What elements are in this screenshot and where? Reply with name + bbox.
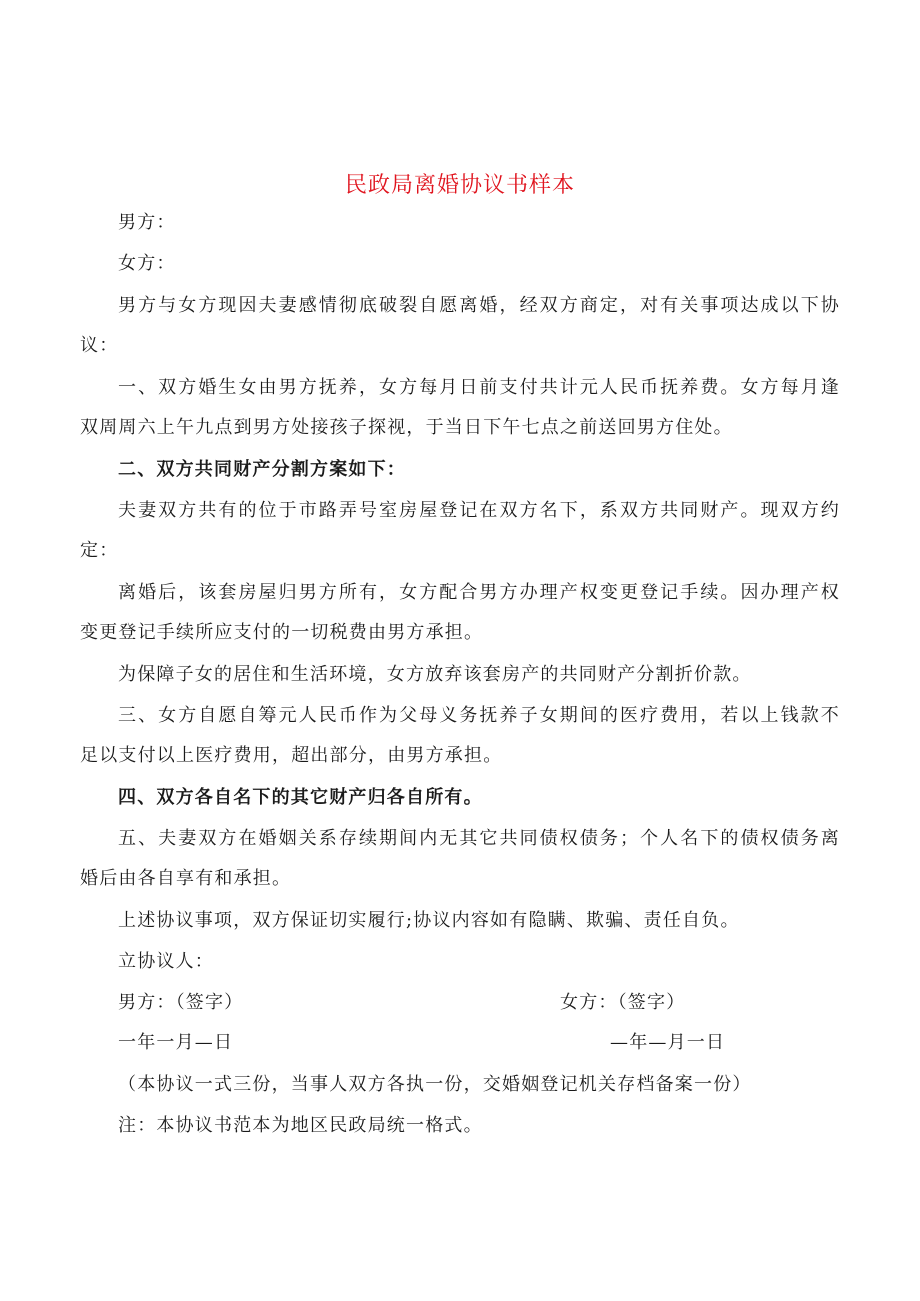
guarantee-statement: 上述协议事项，双方保证切实履行;协议内容如有隐瞒、欺骗、责任自负。 — [118, 910, 740, 931]
signatories-label: 立协议人： — [118, 951, 214, 972]
clause-3-line-2: 足以支付以上医疗费用，超出部分，由男方承担。 — [80, 745, 503, 766]
male-signature-label: 男方：（签字） — [118, 992, 244, 1013]
clause-5-line-2: 婚后由各自享有和承担。 — [80, 868, 292, 889]
clause-2-p3: 为保障子女的居住和生活环境，女方放弃该套房产的共同财产分割折价款。 — [118, 664, 752, 685]
clause-1-line-1: 一、双方婚生女由男方抚养，女方每月日前支付共计元人民币抚养费。女方每月逢 — [118, 377, 840, 398]
male-party-label: 男方： — [118, 212, 176, 233]
clause-5-line-1: 五、夫妻双方在婚姻关系存续期间内无其它共同债权债务；个人名下的债权债务离 — [118, 828, 840, 849]
female-signature-label: 女方：（签字） — [560, 992, 686, 1013]
clause-2-p2-line-1: 离婚后，该套房屋归男方所有，女方配合男方办理产权变更登记手续。因办理产权 — [118, 582, 840, 603]
footnote: 注：本协议书范本为地区民政局统一格式。 — [118, 1115, 483, 1136]
intro-line-2: 议： — [80, 335, 119, 356]
female-party-label: 女方： — [118, 253, 176, 274]
clause-2-p2-line-2: 变更登记手续所应支付的一切税费由男方承担。 — [80, 622, 484, 643]
clause-2-heading: 二、双方共同财产分割方案如下： — [118, 459, 406, 480]
clause-4: 四、双方各自名下的其它财产归各自所有。 — [118, 787, 483, 808]
male-date: 一年一月—日 — [118, 1032, 234, 1053]
document-title: 民政局离婚协议书样本 — [344, 173, 575, 198]
female-date: —年—月一日 — [610, 1032, 726, 1053]
clause-2-p1-line-2: 定： — [80, 540, 119, 561]
clause-1-line-2: 双周周六上午九点到男方处接孩子探视，于当日下午七点之前送回男方住处。 — [80, 417, 733, 438]
copies-note: （本协议一式三份，当事人双方各执一份，交婚姻登记机关存档备案一份） — [118, 1074, 752, 1095]
clause-2-p1-line-1: 夫妻双方共有的位于市路弄号室房屋登记在双方名下，系双方共同财产。现双方约 — [118, 500, 840, 521]
intro-line-1: 男方与女方现因夫妻感情彻底破裂自愿离婚，经双方商定，对有关事项达成以下协 — [118, 295, 840, 316]
clause-3-line-1: 三、女方自愿自筹元人民币作为父母义务抚养子女期间的医疗费用，若以上钱款不 — [118, 705, 840, 726]
